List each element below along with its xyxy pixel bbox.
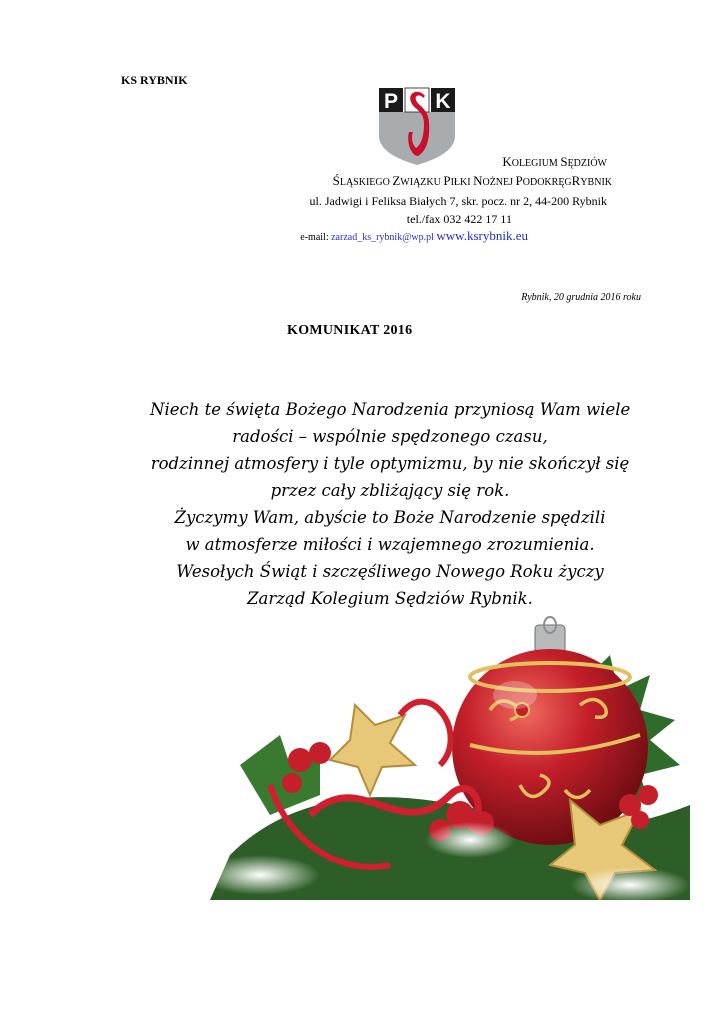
association-name <box>333 173 612 190</box>
college-name-part: S <box>560 154 568 169</box>
greeting-line: rodzinnej atmosfery i tyle optymizmu, by nie skończył się <box>150 454 630 473</box>
christmas-greeting <box>150 396 630 612</box>
association-name-part: IŁKI <box>450 177 474 188</box>
college-name-part: ĘDZIÓW <box>567 158 607 169</box>
greeting-line: radości – wspólnie spędzonego czasu, <box>232 427 548 446</box>
email-link[interactable]: zarzad_ks_rybnik@wp.pl <box>331 232 434 243</box>
association-name-part: R <box>571 173 581 188</box>
phone-fax: tel./fax 032 422 17 11 <box>406 212 512 226</box>
association-name-part: OŻNEJ <box>482 177 516 188</box>
logo-letter-right: K <box>435 90 451 113</box>
contact-line <box>300 228 528 245</box>
association-name-part: Ś <box>332 173 340 188</box>
logo-letter-left: P <box>383 90 399 113</box>
date-line: Rybnik, 20 grudnia 2016 roku <box>521 292 641 303</box>
org-name: KS RYBNIK <box>121 73 188 87</box>
greeting-line: Niech te święta Bożego Narodzenia przyniosą Wam wiele <box>150 400 631 419</box>
college-name-part: K <box>502 154 512 169</box>
association-name-part: WIĄZKU <box>400 177 444 188</box>
association-name-part: N <box>473 173 483 188</box>
association-name-part: P <box>515 173 523 188</box>
association-name-part: P <box>443 173 451 188</box>
association-name-part: LĄSKIEGO <box>339 177 393 188</box>
greeting-line: Życzymy Wam, abyście to Boże Narodzenie spędzili <box>174 508 606 527</box>
logo-letter-middle: S <box>376 86 377 87</box>
college-name-part: OLEGIUM <box>511 158 561 169</box>
greeting-line: przez cały zbliżający się rok. <box>270 481 510 500</box>
website-link[interactable]: www.ksrybnik.eu <box>436 228 528 243</box>
association-name-part: Z <box>392 173 401 188</box>
document-heading: KOMUNIKAT 2016 <box>287 323 413 338</box>
college-name <box>502 154 607 171</box>
email-label: e-mail: <box>300 232 332 243</box>
greeting-line: Wesołych Świąt i szczęśliwego Nowego Roku życzy <box>176 562 604 581</box>
christmas-bauble-icon <box>170 615 690 900</box>
address: ul. Jadwigi i Feliksa Białych 7, skr. pocz. nr 2, 44-200 Rybnik <box>309 194 607 208</box>
psk-logo <box>376 86 458 166</box>
association-name-part: YBNIK <box>580 177 612 188</box>
greeting-line: Zarząd Kolegium Sędziów Rybnik. <box>247 589 533 608</box>
association-name-part: ODOKRĘG <box>522 177 572 188</box>
greeting-line: w atmosferze miłości i wzajemnego zrozumienia. <box>185 535 595 554</box>
